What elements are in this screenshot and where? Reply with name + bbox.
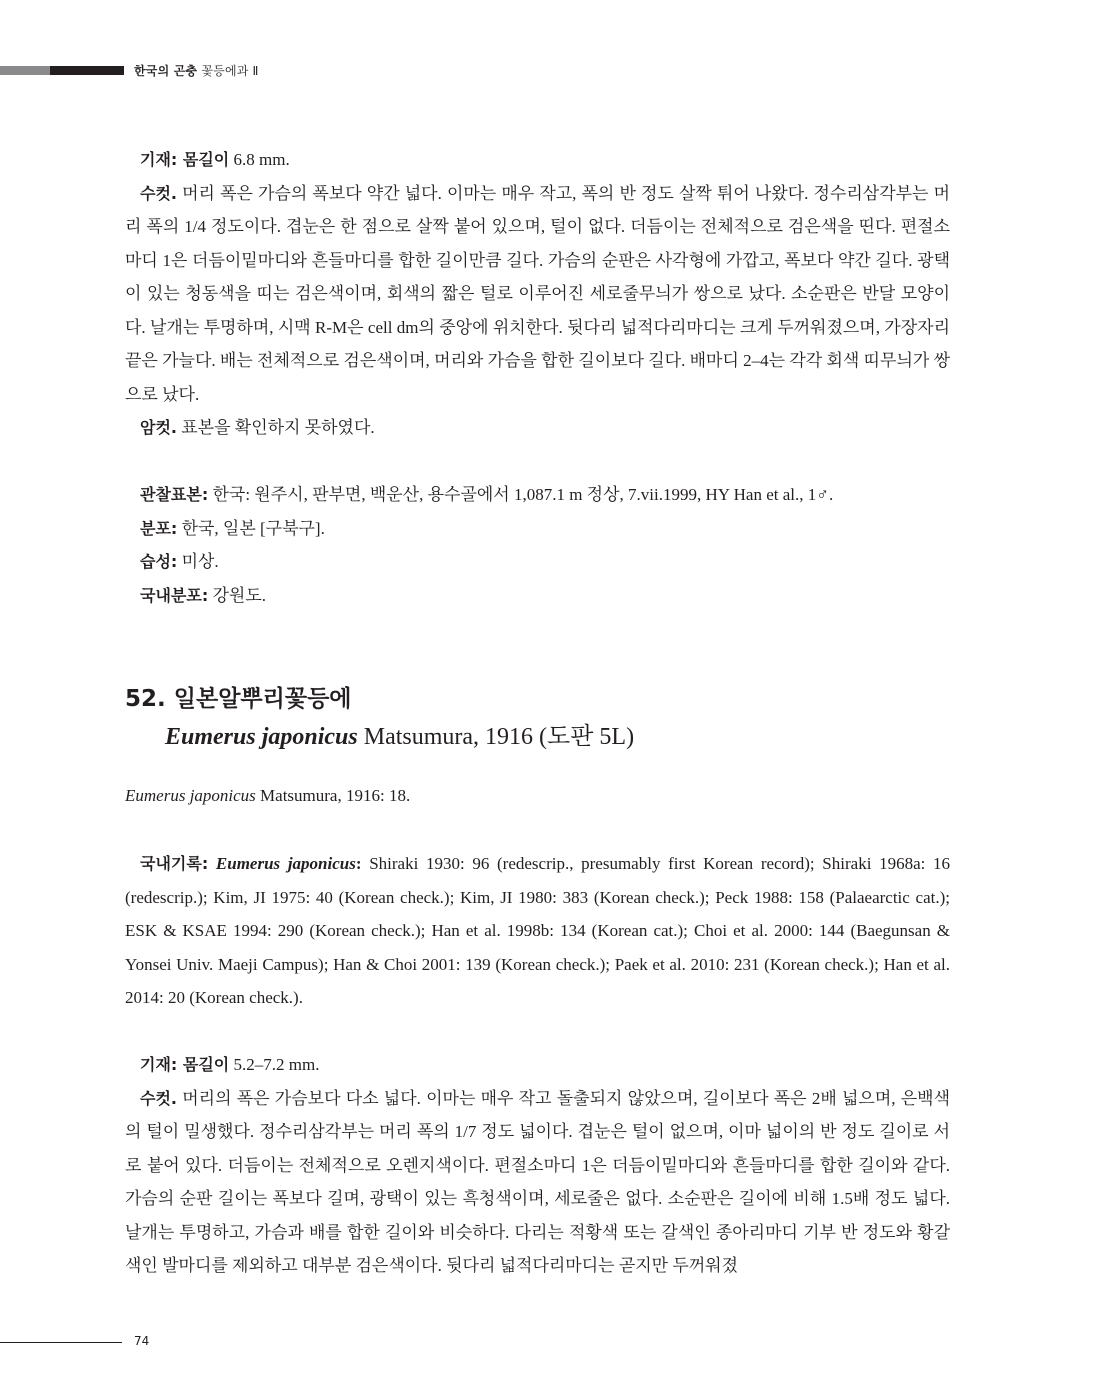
measure-paragraph-2 xyxy=(125,1048,950,1082)
distribution-text: 한국, 일본 [구북구]. xyxy=(181,518,325,538)
synonym-line xyxy=(125,786,410,806)
measure-value-2: 5.2–7.2 mm. xyxy=(233,1055,320,1074)
running-head xyxy=(134,62,259,79)
domestic-distribution-text: 강원도. xyxy=(212,585,267,605)
species-heading xyxy=(125,680,352,713)
species-korean-name: 일본알뿌리꽃등에 xyxy=(173,686,352,712)
species-description xyxy=(125,1048,950,1283)
species-number: 52. xyxy=(125,686,166,712)
male-label: 수컷. xyxy=(140,183,177,203)
measure-label-2: 기재: 몸길이 xyxy=(140,1055,230,1074)
male-paragraph xyxy=(125,177,950,412)
domestic-records xyxy=(125,847,950,1015)
records-label: 국내기록: xyxy=(140,854,209,873)
header-rule-gray xyxy=(0,66,50,75)
records-colon: : xyxy=(355,854,362,873)
distribution-label: 분포: xyxy=(140,518,178,538)
header-rule-black xyxy=(50,66,124,75)
species-scientific-heading xyxy=(165,716,634,751)
footer-rule xyxy=(0,1342,122,1343)
distribution-paragraph xyxy=(125,512,950,546)
records-paragraph xyxy=(125,847,950,1015)
specimens-paragraph xyxy=(125,478,950,512)
synonym-citation: Matsumura, 1916: 18. xyxy=(260,786,411,805)
species-authority: Matsumura, 1916 (도판 5L) xyxy=(363,724,635,750)
male-text: 머리 폭은 가슴의 폭보다 약간 넓다. 이마는 매우 작고, 폭의 반 정도 살짝 튀어 나왔다. 정수리삼각부는 머리 폭의 1/4 정도이다. 겹눈은 한 점으로 살짝 붙어 있으며, 털이 없다. 더듬이는 전체적으로 검은색을 띤다. 편절소마디 1은 더듬이밑마디와 흔들마디를 합한 길이만큼 길다. 가슴의 순판은 사각형에 가깝고, 폭보다 약간 길다. 광택이 있는 청동색을 띠는 검은색이며, 회색의 짧은 털로 이루어진 세로줄무늬가 쌍으로 났다. 소순판은 반달 모양이다. 날개는 투명하며, 시맥 R-M은 cell dm의 중앙에 위치한다. 뒷다리 넓적다리마디는 크게 두꺼워졌으며, 가장자리 끝은 가늘다. 배는 전체적으로 검은색이며, 머리와 가슴을 합한 길이보다 길다. 배마디 2–4는 각각 회색 띠무늬가 쌍으로 났다. xyxy=(125,183,950,404)
previous-species-description xyxy=(125,143,950,445)
male-text-2: 머리의 폭은 가슴보다 다소 넓다. 이마는 매우 작고 돌출되지 않았으며, 길이보다 폭은 2배 넓으며, 은백색의 털이 밀생했다. 정수리삼각부는 머리 폭의 1/7 정도 넓이다. 겹눈은 털이 없으며, 이마 넓이의 반 정도 길이로 서로 붙어 있다. 더듬이는 전체적으로 오렌지색이다. 편절소마디 1은 더듬이밑마디와 흔들마디를 합한 길이와 같다. 가슴의 순판 길이는 폭보다 길며, 광택이 있는 흑청색이며, 세로줄은 없다. 소순판은 길이에 비해 1.5배 정도 넓다. 날개는 투명하고, 가슴과 배를 합한 길이와 비슷하다. 다리는 적황색 또는 갈색인 종아리마디 기부 반 정도와 황갈색인 발마디를 제외하고 대부분 검은색이다. 뒷다리 넓적다리마디는 곧지만 두꺼워졌 xyxy=(125,1088,950,1275)
volume-title: 꽃등에과 Ⅱ xyxy=(201,64,259,78)
habit-paragraph xyxy=(125,545,950,579)
measure-label: 기재: 몸길이 xyxy=(140,150,230,169)
female-paragraph xyxy=(125,411,950,445)
specimens-label: 관찰표본: xyxy=(140,485,209,504)
male-label-2: 수컷. xyxy=(140,1088,177,1108)
female-label: 암컷. xyxy=(140,418,177,437)
specimens-text: 한국: 원주시, 판부면, 백운산, 용수골에서 1,087.1 m 정상, 7.vii.1999, HY Han et al., 1♂. xyxy=(212,485,834,504)
habit-label: 습성: xyxy=(140,552,178,571)
records-species-name: Eumerus japonicus xyxy=(215,854,356,873)
domestic-distribution-paragraph xyxy=(125,579,950,613)
male-paragraph-2 xyxy=(125,1082,950,1283)
book-title: 한국의 곤충 xyxy=(134,64,198,78)
habit-text: 미상. xyxy=(181,552,219,571)
specimen-info xyxy=(125,478,950,612)
synonym-name: Eumerus japonicus xyxy=(125,786,256,805)
measure-paragraph xyxy=(125,143,950,177)
domestic-distribution-label: 국내분포: xyxy=(140,585,209,605)
female-text: 표본을 확인하지 못하였다. xyxy=(181,418,375,437)
records-text: Shiraki 1930: 96 (redescrip., presumably first Korean record); Shiraki 1968a: 16 (redescrip.); Kim, JI 1975: 40 (Korean check.); Kim, JI 1980: 383 (Korean check.); Peck 1988: 158 (Palaearctic cat.); ESK & KSAE 1994: 290 (Korean check.); Han et al. 1998b: 134 (Korean cat.); Choi et al. 2000: 144 (Baegunsan & Yonsei Univ. Maeji Campus); Han & Choi 2001: 139 (Korean check.); Paek et al. 2010: 231 (Korean check.); Han et al. 2014: 20 (Korean check.). xyxy=(125,854,951,1007)
measure-value: 6.8 mm. xyxy=(233,150,290,169)
species-scientific-name: Eumerus japonicus xyxy=(165,724,358,750)
page-number: 74 xyxy=(134,1334,150,1348)
